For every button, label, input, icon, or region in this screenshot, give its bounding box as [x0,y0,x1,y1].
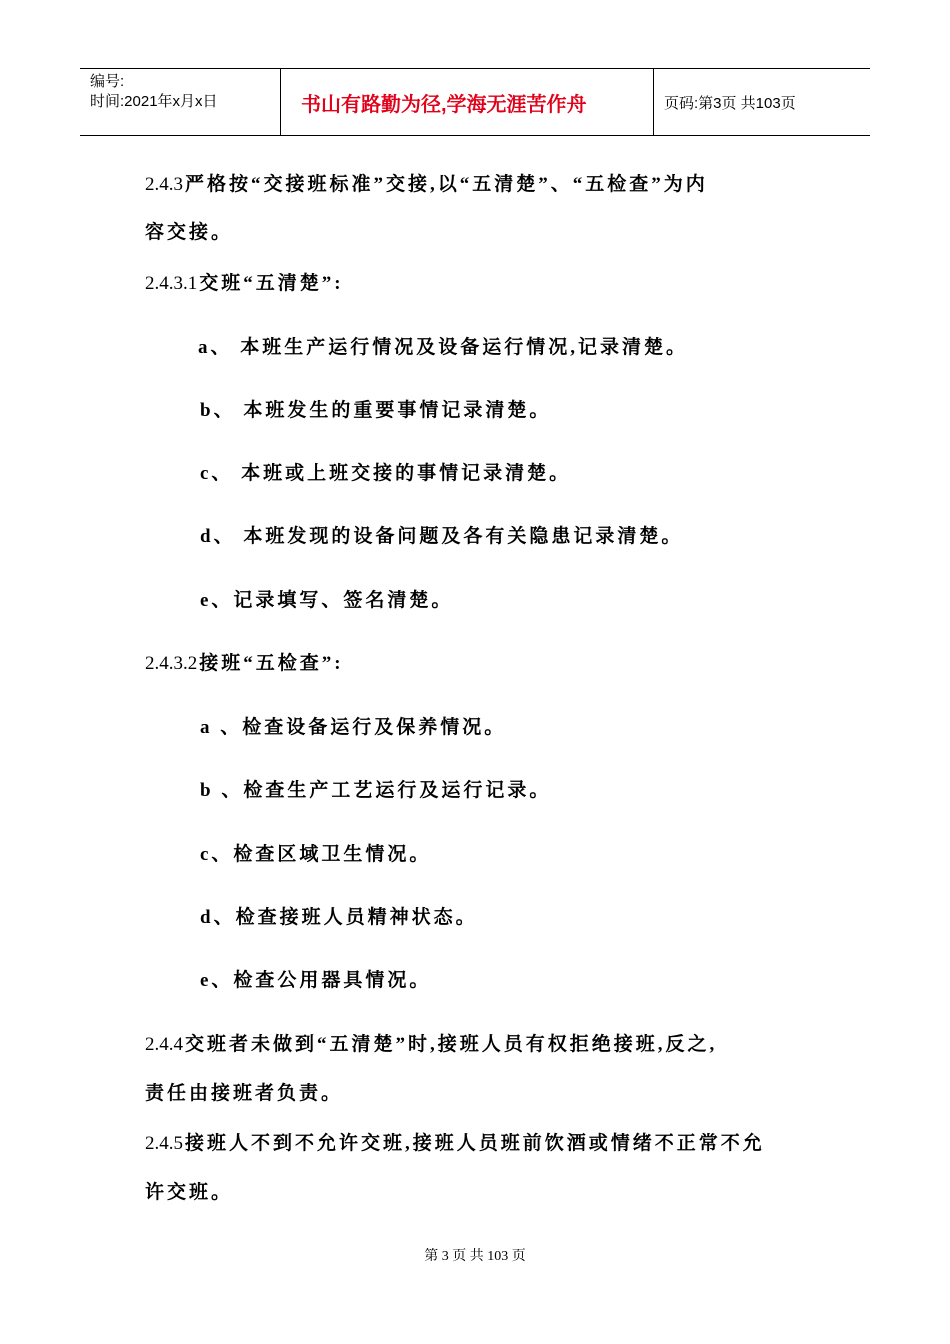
clause-2-4-4: 2.4.4 交班者未做到“五清楚”时,接班人员有权拒绝接班,反之, [145,1034,718,1055]
header-motto: 书山有路勤为径,学海无涯苦作舟 [281,69,654,135]
header-meta [80,69,281,135]
list-item-a2: a 、检查设备运行及保养情况。 [200,717,507,738]
header-page-info: 页码:第3页 共103页 [664,94,796,112]
clause-2-4-3: 2.4.3 严格按“交接班标准”交接,以“五清楚”、“五检查”为内 [145,174,708,195]
clause-2-4-3-cont: 容交接。 [145,222,234,243]
list-item-e1: e、记录填写、签名清楚。 [200,590,454,611]
clause-2-4-4-cont: 责任由接班者负责。 [145,1083,344,1104]
list-item-d2: d、检查接班人员精神状态。 [200,907,478,928]
doc-code-label: 编号: [90,73,125,90]
list-item-d1: d、 本班发现的设备问题及各有关隐患记录清楚。 [200,526,684,547]
list-item-c1: c、 本班或上班交接的事情记录清楚。 [200,463,572,484]
clause-2-4-3-2: 2.4.3.2 接班“五检查”: [145,653,344,674]
list-item-a1: a、 本班生产运行情况及设备运行情况,记录清楚。 [198,337,689,358]
page-footer: 第 3 页 共 103 页 [424,1249,526,1264]
list-item-e2: e、检查公用器具情况。 [200,970,432,991]
page-header [80,68,870,136]
list-item-c2: c、检查区域卫生情况。 [200,844,432,865]
clause-2-4-5-cont: 许交班。 [145,1182,234,1203]
list-item-b1: b、 本班发生的重要事情记录清楚。 [200,400,552,421]
clause-2-4-3-1: 2.4.3.1 交班“五清楚”: [145,273,344,294]
clause-2-4-5: 2.4.5 接班人不到不允许交班,接班人员班前饮酒或情绪不正常不允 [145,1133,765,1154]
list-item-b2: b 、检查生产工艺运行及运行记录。 [200,780,552,801]
doc-time-label: 时间:2021年x月x日 [90,93,218,110]
